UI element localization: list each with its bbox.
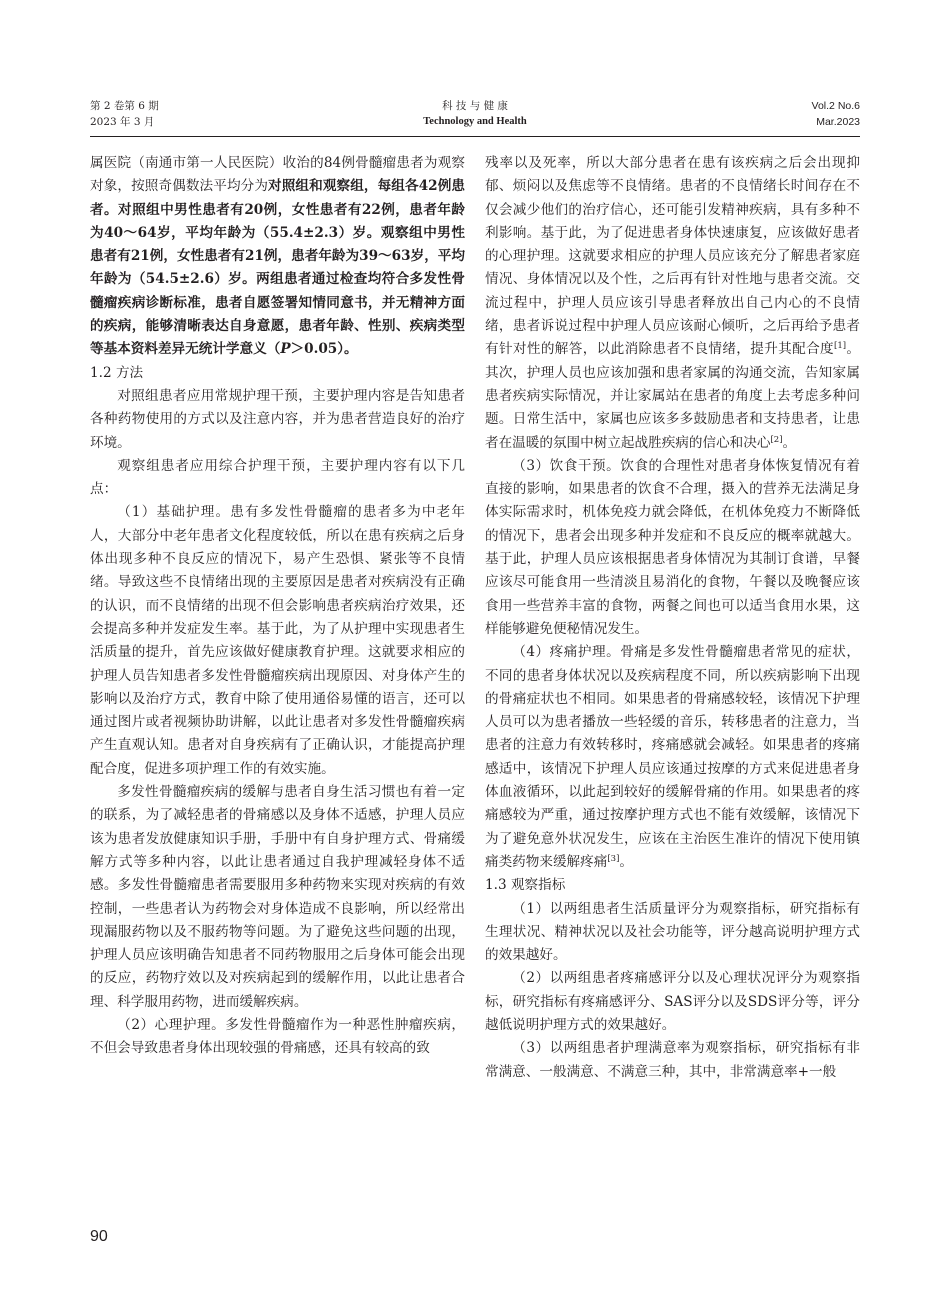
paragraph-indicator-3: （3）以两组患者护理满意率为观察指标，研究指标有非常满意、一般满意、不满意三种，其中，非常满意率+一般 [485, 1040, 860, 1080]
paragraph-control-group: 对照组患者应用常规护理干预，主要护理内容是告知患者各种药物使用的方式以及注意内容，并为患者营造良好的治疗环境。 [90, 387, 465, 451]
running-header-right [812, 98, 860, 130]
paragraph-psych-care-cont [485, 152, 860, 455]
section-heading-observation: 1.3 观察指标 [485, 877, 566, 894]
paragraph-lifestyle: 多发性骨髓瘤疾病的缓解与患者自身生活习惯也有着一定的联系，为了减轻患者的骨痛感以及身体不适感，护理人员应该为患者发放健康知识手册，手册中有自身护理方式、骨痛缓解方式等多种内容，以此让患者通过自我护理减轻身体不适感。多发性骨髓瘤患者需要服用多种药物来实现对疾病的有效控制，一些患者认为药物会对身体造成不良影响，所以经常出现漏服药物以及不服药物等问题。为了避免这些问题的出现，护理人员应该明确告知患者不同药物服用之后身体可能会出现的反应，药物疗效以及对疾病起到的缓解作用，以此让患者合理、科学服用药物，进而缓解疾病。 [90, 784, 465, 1010]
text-run-bold: ＞0.05）。 [290, 341, 358, 358]
section-heading-method: 1.2 方法 [90, 364, 144, 381]
text-run: 。其次，护理人员也应该加强和患者家属的沟通交流，告知家属患者疾病实际情况，并让家属站在患者的角度上去考虑多种问题。日常生活中，家属也应该多多鼓励患者和支持患者，让患者在温暖的氛围中树立起战胜疾病的信心和决心 [485, 341, 861, 451]
running-header-center [0, 98, 950, 130]
p-symbol: P [280, 341, 291, 358]
paragraph-subjects [90, 152, 465, 362]
paragraph-indicator-1: （1）以两组患者生活质量评分为观察指标，研究指标有生理状况、精神状况以及社会功能等，评分越高说明护理方式的效果越好。 [485, 900, 860, 964]
citation-ref: [3] [607, 853, 620, 864]
text-run: 属医院（南通市第一人民医院）收治的84例骨髓瘤患者为观察对象，按照奇偶数法平均分为 [90, 155, 465, 195]
text-run: 。 [619, 853, 633, 870]
left-column [90, 152, 465, 1061]
text-run-bold: 对照组和观察组，每组各42例患者。对照组中男性患者有20例，女性患者有22例，患者年龄为40～64岁，平均年龄为（55.4±2.3）岁。观察组中男性患者有21例，女性患者有21例，患者年龄为39～63岁，平均年龄为（54.5±2.6）岁。两组患者通过检查均符合多发性骨髓瘤疾病诊断标准，患者自愿签署知情同意书，并无精神方面的疾病，能够清晰表达自身意愿，患者年龄、性别、疾病类型等基本资料差异无统计学意义（ [90, 178, 466, 358]
paragraph-observation-group: 观察组患者应用综合护理干预，主要护理内容有以下几点： [90, 457, 465, 498]
right-column [485, 152, 860, 1084]
journal-title-en: Technology and Health [423, 116, 527, 127]
paragraph-psych-care-start: （2）心理护理。多发性骨髓瘤作为一种恶性肿瘤疾病，不但会导致患者身体出现较强的骨痛感，还具有较高的致 [90, 1016, 465, 1057]
header-rule [90, 136, 860, 137]
citation-ref: [1] [834, 341, 847, 352]
paragraph-basic-care: （1）基础护理。患有多发性骨髓瘤的患者多为中老年人，大部分中老年患者文化程度较低，所以在患有疾病之后身体出现多种不良反应的情况下，易产生恐惧、紧张等不良情绪。导致这些不良情绪出现的主要原因是患者对疾病没有正确的认识，而不良情绪的出现不但会影响患者疾病治疗效果，还会提高多种并发症发生率。基于此，为了从护理中实现患者生活质量的提升，首先应该做好健康教育护理。这就要求相应的护理人员告知患者多发性骨髓瘤疾病出现原因、对身体产生的影响以及治疗方式，教育中除了使用通俗易懂的语言，还可以通过图片或者视频协助讲解，以此让患者对多发性骨髓瘤疾病产生直观认知。患者对自身疾病有了正确认识，才能提高护理配合度，促进多项护理工作的有效实施。 [90, 504, 465, 777]
date-cn: 2023 年 3 月 [90, 116, 155, 128]
issue-en: Vol.2 No.6 [811, 100, 860, 112]
text-run: 。 [782, 434, 797, 451]
paragraph-pain-care [485, 641, 860, 874]
journal-title-cn: 科 技 与 健 康 [442, 100, 508, 112]
paragraph-diet: （3）饮食干预。饮食的合理性对患者身体恢复情况有着直接的影响，如果患者的饮食不合理，摄入的营养无法满足身体实际需求时，机体免疫力就会降低，在机体免疫力不断降低的情况下，患者会出现多种并发症和不良反应的概率就越大。基于此，护理人员应该根据患者身体情况为其制订食谱，早餐应该尽可能食用一些清淡且易消化的食物，午餐以及晚餐应该食用一些营养丰富的食物，两餐之间也可以适当食用水果，这样能够避免便秘情况发生。 [485, 457, 860, 637]
paragraph-indicator-2: （2）以两组患者疼痛感评分以及心理状况评分为观察指标，研究指标有疼痛感评分、SAS评分以及SDS评分等，评分越低说明护理方式的效果越好。 [485, 970, 860, 1033]
issue-cn: 第 2 卷第 6 期 [90, 100, 159, 112]
page-number: 90 [90, 1228, 108, 1245]
text-run: （4）疼痛护理。骨痛是多发性骨髓瘤患者常见的症状，不同的患者身体状况以及疾病程度不同，所以疾病影响下出现的骨痛症状也不相同。如果患者的骨痛感较轻，该情况下护理人员可以为患者播放一些轻缓的音乐，转移患者的注意力，当患者的注意力有效转移时，疼痛感就会减轻。如果患者的疼痛感适中，该情况下护理人员应该通过按摩的方式来促进患者身体血液循环，以此起到较好的缓解骨痛的作用。如果患者的疼痛感较为严重，通过按摩护理方式也不能有效缓解，该情况下为了避免意外状况发生，应该在主治医生准许的情况下使用镇痛类药物来缓解疼痛 [485, 644, 860, 870]
text-run: 残率以及死率，所以大部分患者在患有该疾病之后会出现抑郁、烦闷以及焦虑等不良情绪。患者的不良情绪长时间存在不仅会减少他们的治疗信心，还可能引发精神疾病，具有多种不利影响。基于此，为了促进患者身体快速康复，应该做好患者的心理护理。这就要求相应的护理人员应该充分了解患者家庭情况、身体情况以及个性，之后再有针对性地与患者交流。交流过程中，护理人员应该引导患者释放出自己内心的不良情绪，患者诉说过程中护理人员应该耐心倾听，之后再给予患者有针对性的解答，以此消除患者不良情绪，提升其配合度 [485, 155, 860, 358]
citation-ref: [2] [770, 434, 783, 445]
date-en: Mar.2023 [816, 116, 860, 128]
